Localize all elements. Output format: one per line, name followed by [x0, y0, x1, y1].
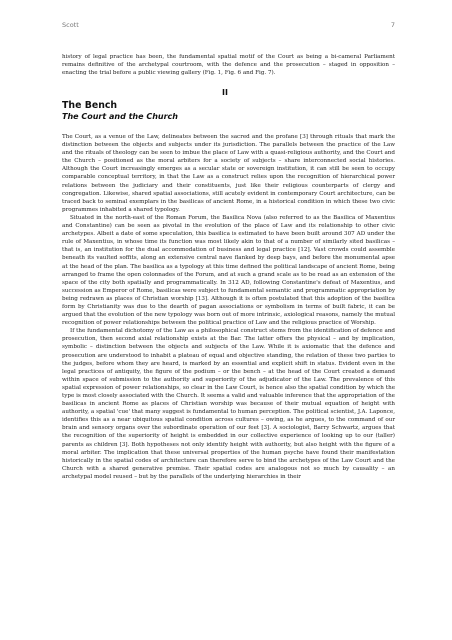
- body-paragraph: The Court, as a venue of the Law, delineates between the sacred and the profane [3] through rituals that mark the distinction between the objects and subjects under its jurisdiction. The parallels between the practice of the Law and the rituals of theology can be seen to imbue the place of Law with a quasi-religious authority, and the Court and the Church – positioned as the moral arbiters for a society of subjects – share interconnected social histories. Although the Court increasingly emerges as a secular state or sovereign institution, it can still be seen to occupy comparable conceptual territory, in that the Law as a construct relies upon the recognition of hierarchical power relations between the judiciary and their constituents, just like their religious counterparts of clergy and congregation. Likewise, shared spatial associations, still acutely evident in contemporary Court architecture, can be traced back to seminal exemplars in the basilicas of ancient Rome, in a historical condition in which these two civic programmes inhabited a shared typology.: [62, 134, 395, 213]
- intro-paragraph: history of legal practice has been, the fundamental spatial motif of the Court as being a bi-cameral Parliament remains definitive of the archetypal courtroom, with the defence and the prosecution – staged in opposition – enacting the trial before a public viewing gallery (Fig. 1, Fig. 6 and Fig. 7).: [62, 54, 395, 77]
- section-title: The Bench: [62, 100, 118, 111]
- body-paragraph: Situated in the north-east of the Roman Forum, the Basilica Nova (also referred to as the Basilica of Maxentius and Constantine) can be seen as pivotal in the evolution of the place of Law and its relationship to other civic archetypes. Albeit a date of some speculation, this basilica is estimated to have been built around 307 AD under the rule of Maxentius, in whose time its function was most likely akin to that of a number of similarly sited basilicas – that is, an institution for the dual accommodation of business and legal practice [12]. Vast crowds could assemble beneath its vaulted soffits, along an extensive central nave flanked by deep bays, and before the monumental apse at the head of the plan. The basilica as a typology at this time defined the political landscape of ancient Rome, being arranged to frame the open colonnades of the Forum, and at such a grand scale as to be read as an extension of the space of the city both spatially and programmatically. In 312 AD, following Constantine's defeat of Maxentius, and succession as Emperor of Rome, basilicas were subject to fundamental semantic and programmatic appropriation by being redrawn as places of Christian worship [13]. Although it is often postulated that this adoption of the basilica form by Christianity was due to the dearth of pagan associations or symbolism in terms of built fabric, it can be argued that the evolution of the new typology was born out of more intrinsic, axiological reasons, namely the mutual recognition of power relationships between the political practice of Law and the religious practice of Worship.: [62, 214, 395, 327]
- body-paragraph: If the fundamental dichotomy of the Law as a philosophical construct stems from the identification of defence and prosecution, then second axial relationship exists at the Bar. The latter offers the physical – and by implication, symbolic – distinction between the objects and subjects of the Law. While it is axiomatic that the defence and prosecution are understood to inhabit a plateau of equal and objective standing, the relation of these two parties to the judges, before whom they are heard, is marked by an essential and explicit shift in status. Evident even in the legal practices of antiquity, the figure of the podium – or the bench – at the head of the Court created a demand within space of submission to the authority and superiority of the adjudicator of the Law. The prevalence of this spatial expression of power relationships, so clear in the Law Court, is hence also the spatial condition by which the type is most closely associated with the Church. It seems a valid and valuable inference that the appropriation of the basilicas in ancient Rome as places of Christian worship was because of their mutual equation of height with authority, a spatial 'cue' that many suggest is fundamental to human perception. The political scientist, J.A. Laponce, identifies this as a near ubiquitous spatial condition across cultures – owing, as he argues, to the command of our brain and sensory organs over the subordinate operation of our feet [3]. A sociologist, Barry Schwartz, argues that the recognition of the superiority of height is embedded in our collective experience of looking up to our (taller) parents as children [3]. Both hypotheses not only identify height with authority, but also height with the figure of a moral arbiter. The implication that these universal properties of the human psyche have found their manifestation historically in the spatial codes of architecture can therefore serve to bind the archetypes of the Law Court and the Church with a shared generative premise. Their spatial codes are analogous not so much by causality – an archetypal model reused – but by the parallels of the underlying hierarchies in their: [62, 328, 395, 480]
- body-text: [62, 133, 395, 481]
- running-header: [62, 21, 395, 31]
- intro-paragraph-block: [62, 53, 395, 77]
- header-author: Scott: [62, 21, 79, 29]
- section-numeral: II: [222, 88, 228, 97]
- section-subtitle: The Court and the Church: [62, 112, 178, 121]
- page-number: 7: [390, 21, 395, 29]
